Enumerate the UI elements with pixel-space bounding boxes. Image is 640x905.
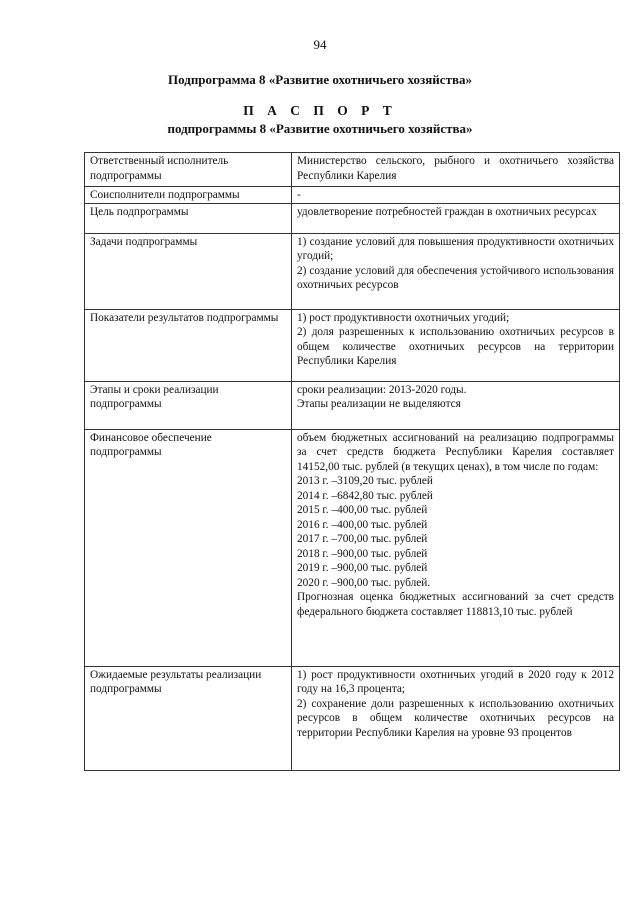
year-amount-line — [297, 489, 614, 504]
expected-item: 1) рост продуктивности охотничьих угодий в 2020 году к 2012 году на 16,3 процента; — [297, 668, 614, 695]
task-item: 2) создание условий для обеспечения устойчивого использования охотничьих ресурсов — [297, 264, 614, 291]
year-amount: 700,00 тыс. рублей — [337, 533, 428, 545]
row-label: Соисполнители подпрограммы — [85, 187, 292, 204]
task-item: 1) создание условий для повышения продуктивности охотничьих угодий; — [297, 235, 614, 262]
row-label: Задачи подпрограммы — [85, 233, 292, 309]
year-amount-line — [297, 518, 614, 533]
year-amount-line — [297, 503, 614, 518]
stage-item: сроки реализации: 2013-2020 годы. — [297, 383, 467, 396]
financing-forecast: Прогнозная оценка бюджетных ассигнований за счет средств федерального бюджета составляет 118813,10 тыс. рублей — [297, 591, 614, 618]
row-expected — [85, 666, 620, 770]
year-amount-line — [297, 547, 614, 562]
year-label: 2015 г. – — [297, 504, 338, 516]
row-label: Финансовое обеспечение подпрограммы — [85, 429, 292, 666]
row-value — [292, 429, 620, 666]
row-label: Ожидаемые результаты реализации подпрограммы — [85, 666, 292, 770]
row-financing — [85, 429, 620, 666]
row-label: Ответственный исполнитель подпрограммы — [85, 153, 292, 187]
row-goal — [85, 203, 620, 233]
row-label: Показатели результатов подпрограммы — [85, 309, 292, 381]
row-value — [292, 233, 620, 309]
row-value: Министерство сельского, рыбного и охотничьего хозяйства Республики Карелия — [292, 153, 620, 187]
year-label: 2020 г. – — [297, 576, 338, 589]
financing-intro: объем бюджетных ассигнований на реализацию подпрограммы за счет средств бюджета Республики Карелия составляет 14152,00 тыс. рублей (в текущих ценах), в том числе по годам: — [297, 431, 614, 473]
year-label: 2013 г. – — [297, 475, 338, 487]
year-amount-line — [297, 561, 614, 576]
indicator-item: 2) доля разрешенных к использованию охотничьих ресурсов в общем количестве охотничьих ресурсов на территории Республики Карелия — [297, 326, 614, 367]
year-label: 2018 г. – — [297, 547, 338, 560]
row-value — [292, 309, 620, 381]
year-label: 2016 г. – — [297, 518, 338, 531]
year-amount: 3109,20 тыс. рублей — [337, 475, 433, 487]
expected-item: 2) сохранение доли разрешенных к использованию охотничьих ресурсов в общем количестве охотничьих ресурсов на территории Республики Карелия на уровне 93 процентов — [297, 697, 614, 739]
row-value: удовлетворение потребностей граждан в охотничьих ресурсах — [292, 203, 620, 233]
row-label: Цель подпрограммы — [85, 203, 292, 233]
row-value — [292, 666, 620, 770]
row-label: Этапы и сроки реализации подпрограммы — [85, 381, 292, 429]
subprogram-title: Подпрограмма 8 «Развитие охотничьего хозяйства» — [168, 72, 472, 87]
year-label: 2019 г. – — [297, 562, 338, 574]
row-tasks — [85, 233, 620, 309]
year-amount-line — [297, 576, 614, 591]
row-value: - — [292, 187, 620, 204]
year-amount: 900,00 тыс. рублей — [337, 562, 428, 574]
year-label: 2014 г. – — [297, 489, 338, 502]
year-amount: 900,00 тыс. рублей — [337, 547, 428, 560]
row-co-executors — [85, 187, 620, 204]
year-amount: 900,00 тыс. рублей. — [337, 576, 431, 589]
row-value — [292, 381, 620, 429]
year-amount: 6842,80 тыс. рублей — [337, 489, 433, 502]
page-number: 94 — [313, 37, 327, 52]
year-amount-line — [297, 474, 614, 489]
year-amount-line — [297, 532, 614, 547]
passport-table — [84, 152, 620, 771]
year-amount: 400,00 тыс. рублей — [337, 518, 428, 531]
stage-item: Этапы реализации не выделяются — [297, 398, 461, 410]
year-label: 2017 г. – — [297, 533, 338, 545]
passport-subtitle: подпрограммы 8 «Развитие охотничьего хозяйства» — [167, 121, 473, 136]
year-amount: 400,00 тыс. рублей — [337, 504, 428, 516]
row-responsible — [85, 153, 620, 187]
row-stages — [85, 381, 620, 429]
row-indicators — [85, 309, 620, 381]
passport-heading: П А С П О Р Т — [243, 103, 397, 118]
indicator-item: 1) рост продуктивности охотничьих угодий; — [297, 311, 510, 324]
